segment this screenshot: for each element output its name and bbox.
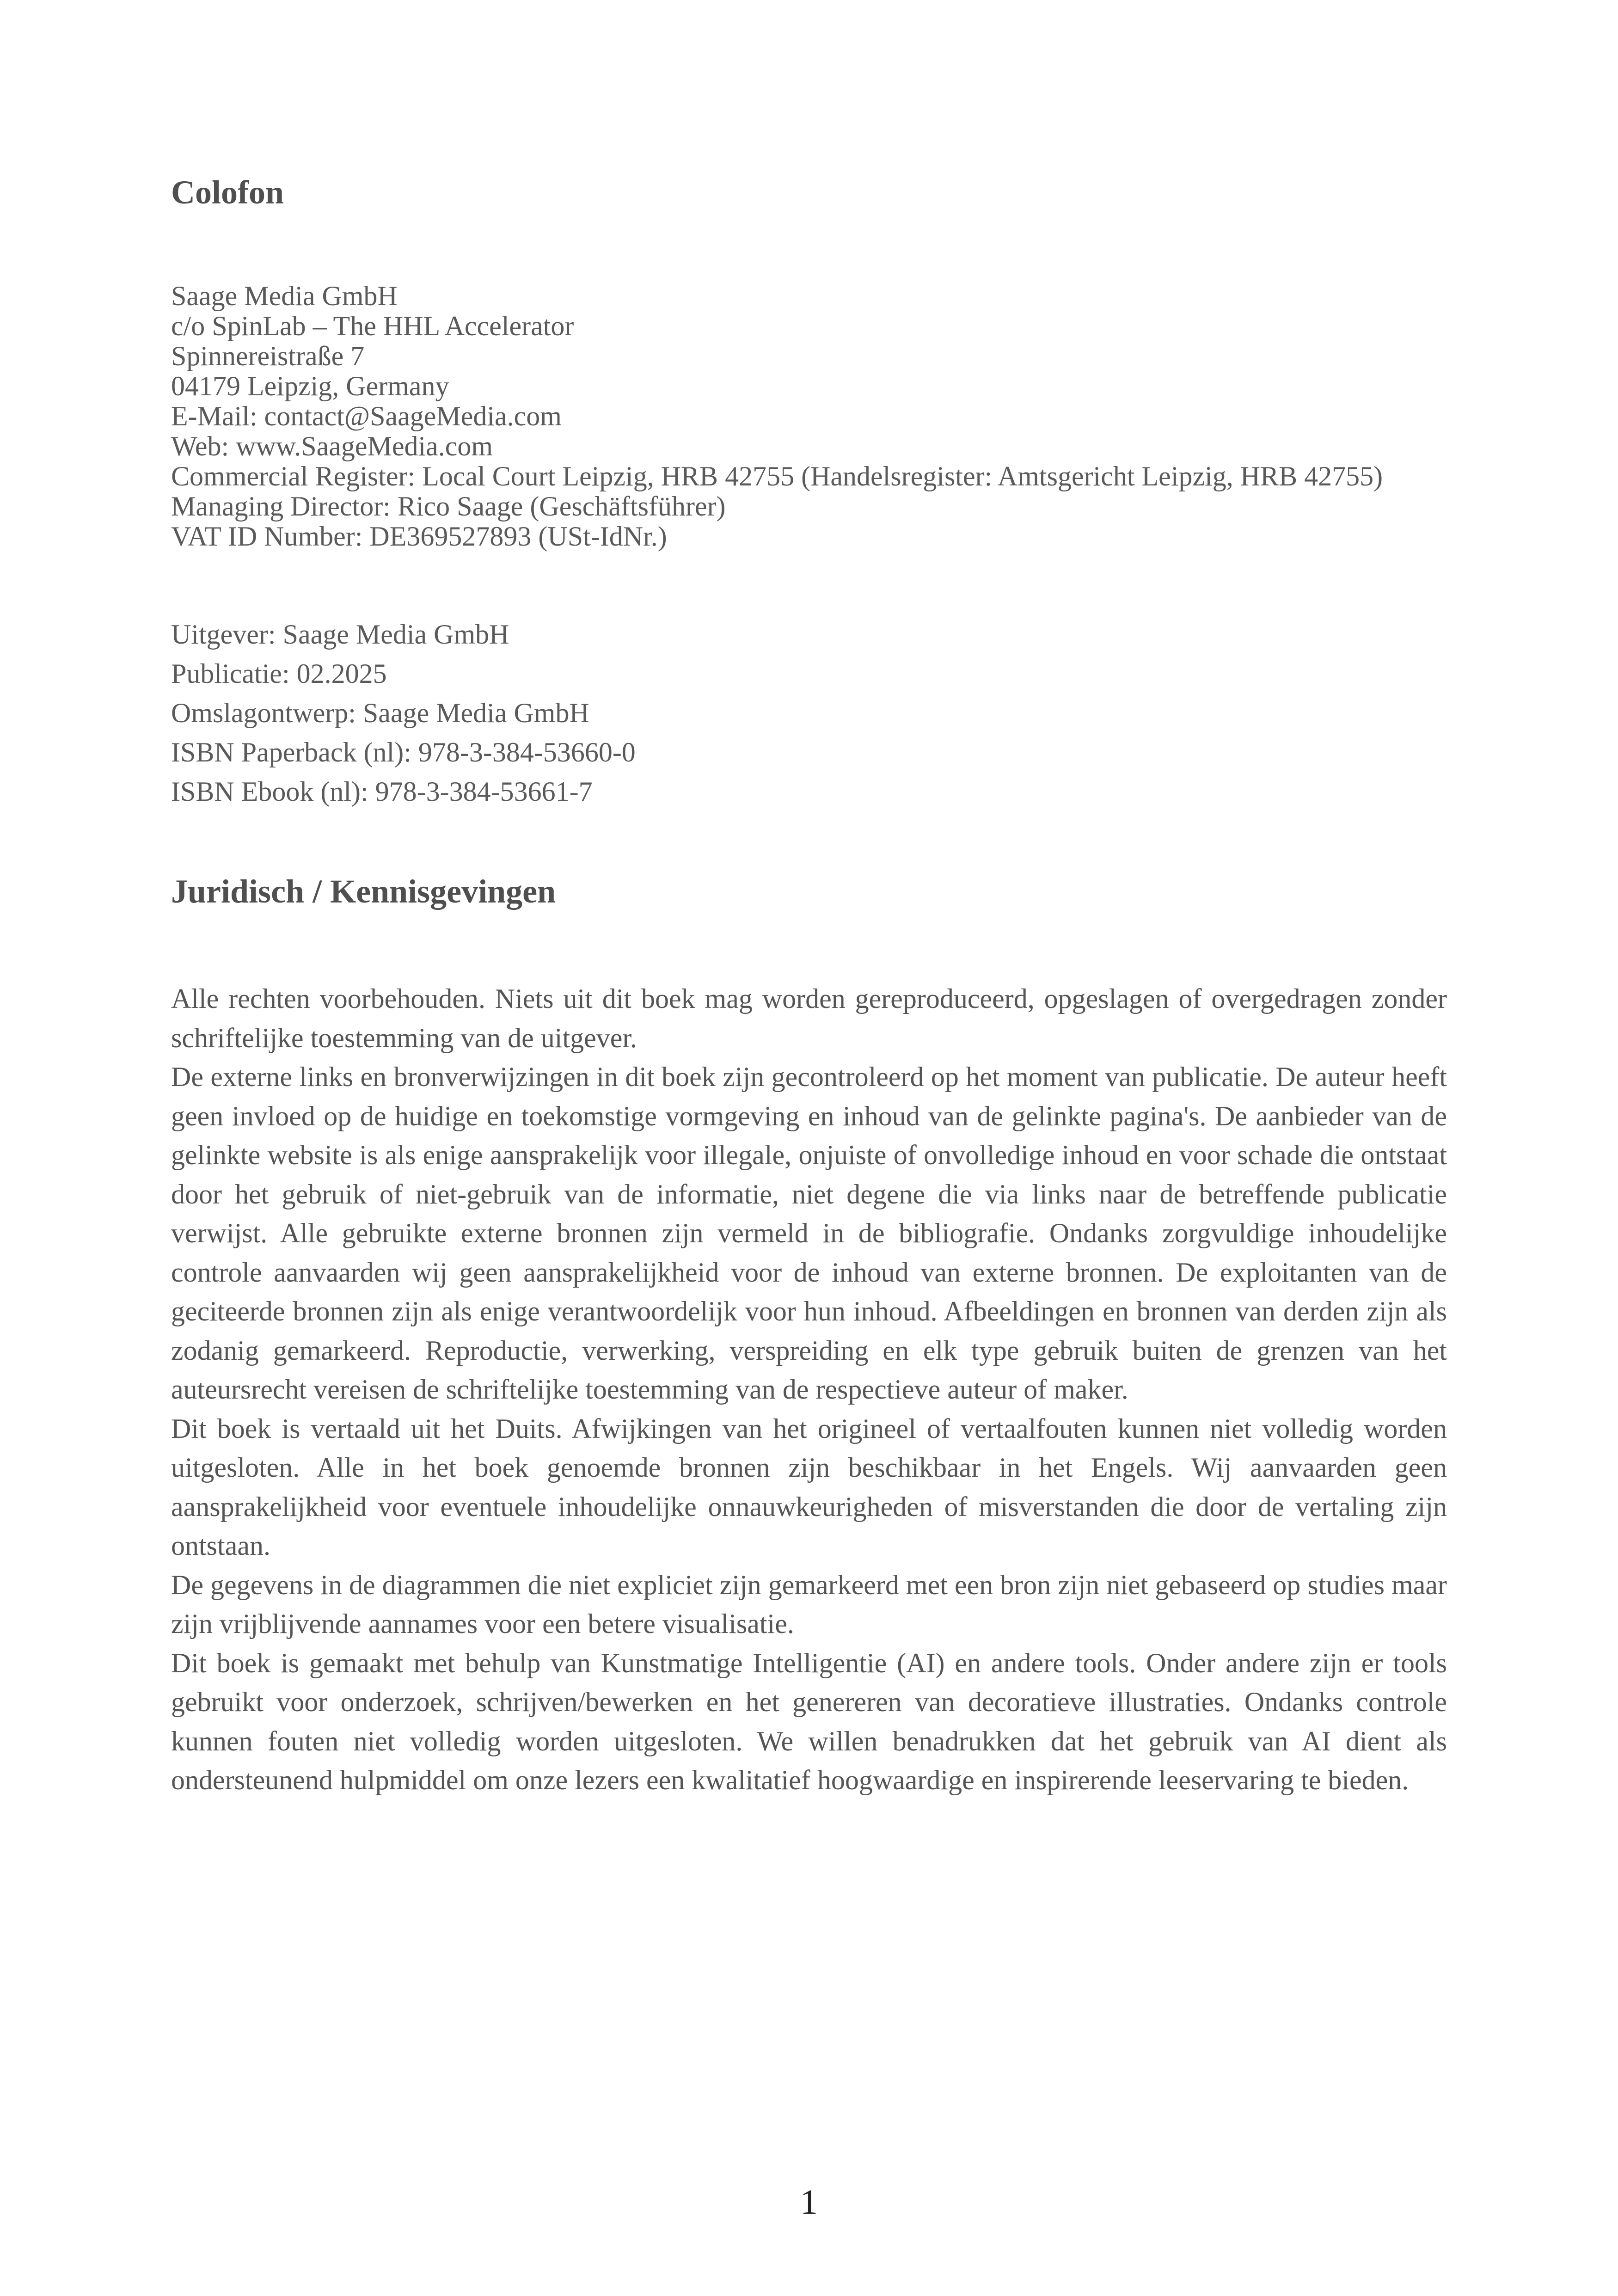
vat-id-line: VAT ID Number: DE369527893 (USt-IdNr.) (171, 521, 667, 552)
diagram-data-paragraph: De gegevens in de diagrammen die niet expliciet zijn gemarkeerd met een bron zijn niet gebaseerd op studies maar zijn vrijblijvende aannames voor een betere visualisatie. (171, 1569, 1447, 1639)
isbn-ebook-line: ISBN Ebook (nl): 978-3-384-53661-7 (171, 776, 593, 807)
address-line: c/o SpinLab – The HHL Accelerator (171, 311, 574, 341)
legal-notices-block (171, 979, 1447, 1800)
address-line: Saage Media GmbH (171, 281, 398, 311)
managing-director-line: Managing Director: Rico Saage (Geschäftsführer) (171, 491, 726, 522)
page-number: 1 (800, 2183, 818, 2222)
translation-paragraph: Dit boek is vertaald uit het Duits. Afwijkingen van het origineel of vertaalfouten kunnen niet volledig worden uitgesloten. Alle in het boek genoemde bronnen zijn beschikbaar in het Engels. Wij aanvaarden geen aansprakelijkheid voor eventuele inhoudelijke onnauwkeurigheden of misverstanden die door de vertaling zijn ontstaan. (171, 1413, 1447, 1561)
address-line: 04179 Leipzig, Germany (171, 371, 449, 401)
commercial-register-line: Commercial Register: Local Court Leipzig, HRB 42755 (Handelsregister: Amtsgericht Leipzig, HRB 42755) (171, 461, 1383, 491)
rights-paragraph: Alle rechten voorbehouden. Niets uit dit boek mag worden gereproduceerd, opgeslagen of overgedragen zonder schriftelijke toestemming van de uitgever. (171, 983, 1447, 1053)
isbn-paperback-line: ISBN Paperback (nl): 978-3-384-53660-0 (171, 737, 636, 767)
legal-heading: Juridisch / Kennisgevingen (171, 873, 556, 910)
ai-usage-paragraph: Dit boek is gemaakt met behulp van Kunstmatige Intelligentie (AI) en andere tools. Onder andere zijn er tools gebruikt voor onderzoek, schrijven/bewerken en het genereren van decoratieve illustraties. Ondanks controle kunnen fouten niet volledig worden uitgesloten. We willen benadrukken dat het gebruik van AI dient als ondersteunend hulpmiddel om onze lezers een kwalitatief hoogwaardige en inspirerende leeservaring te bieden. (171, 1647, 1447, 1795)
publication-details-block (171, 615, 1447, 811)
publication-date-line: Publicatie: 02.2025 (171, 658, 387, 689)
publisher-line: Uitgever: Saage Media GmbH (171, 619, 509, 650)
publisher-address-block (171, 281, 1447, 552)
colofon-heading: Colofon (171, 174, 284, 211)
external-links-paragraph: De externe links en bronverwijzingen in dit boek zijn gecontroleerd op het moment van publicatie. De auteur heeft geen invloed op de huidige en toekomstige vormgeving en inhoud van de gelinkte pagina's. De aanbieder van de gelinkte website is als enige aansprakelijk voor illegale, onjuiste of onvolledige inhoud en voor schade die ontstaat door het gebruik of niet-gebruik van de informatie, niet degene die via links naar de betreffende publicatie verwijst. Alle gebruikte externe bronnen zijn vermeld in de bibliografie. Ondanks zorgvuldige inhoudelijke controle aanvaarden wij geen aansprakelijkheid voor de inhoud van externe bronnen. De exploitanten van de geciteerde bronnen zijn als enige verantwoordelijk voor hun inhoud. Afbeeldingen en bronnen van derden zijn als zodanig gemarkeerd. Reproductie, verwerking, verspreiding en elk type gebruik buiten de grenzen van het auteursrecht vereisen de schriftelijke toestemming van de respectieve auteur of maker. (171, 1062, 1447, 1405)
web-line: Web: www.SaageMedia.com (171, 431, 493, 461)
cover-design-line: Omslagontwerp: Saage Media GmbH (171, 698, 589, 728)
email-line: E-Mail: contact@SaageMedia.com (171, 401, 562, 431)
address-line: Spinnereistraße 7 (171, 341, 365, 371)
